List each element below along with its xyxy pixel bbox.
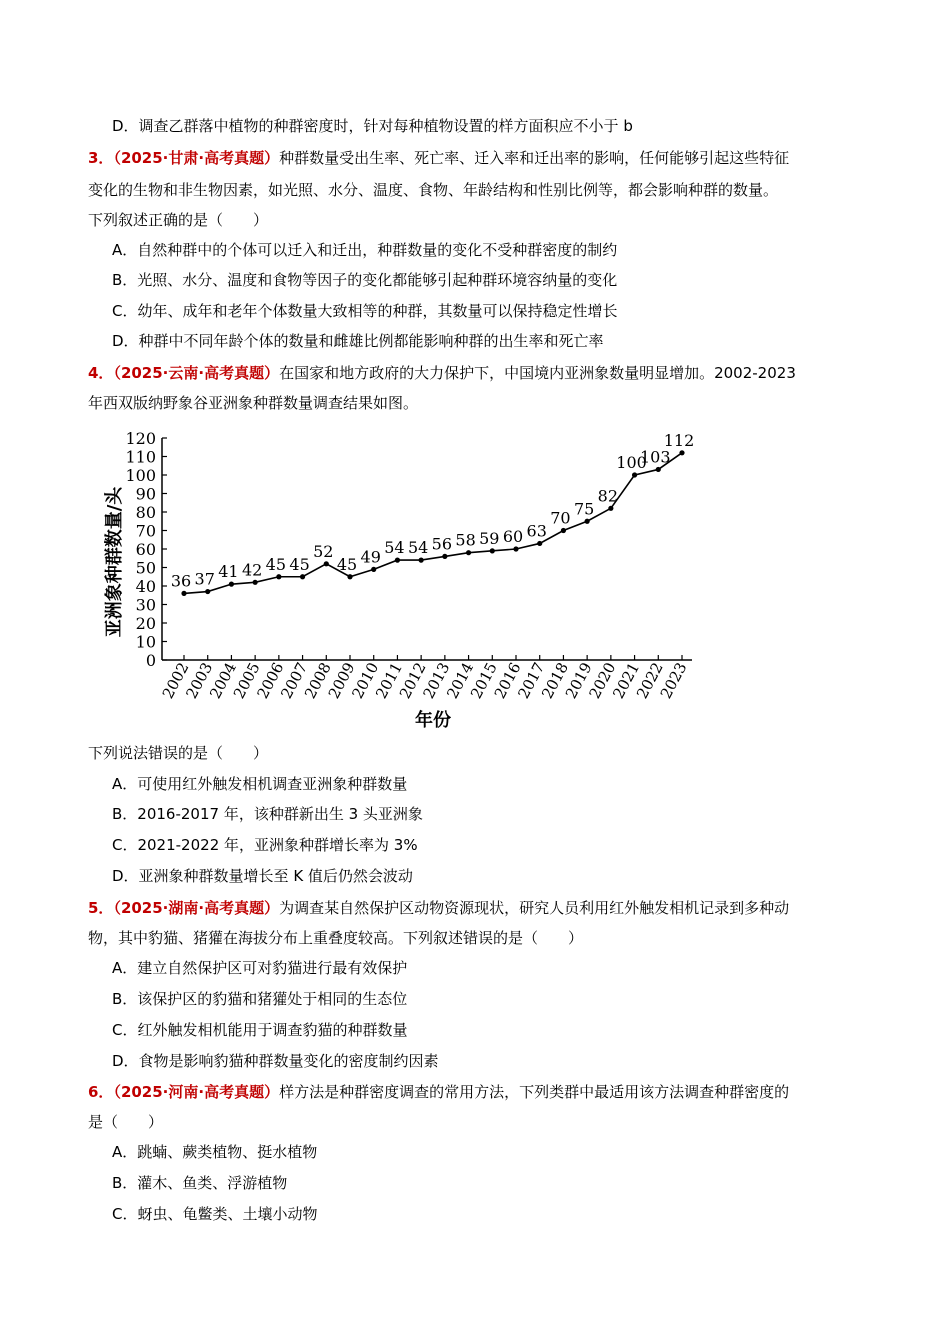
- q3-option-a: A．自然种群中的个体可以迁入和迁出，种群数量的变化不受种群密度的制约: [112, 241, 618, 259]
- data-label: 100: [616, 453, 647, 472]
- data-point: [442, 554, 447, 559]
- x-tick-label: 2012: [395, 659, 430, 702]
- q5-stem-line2: 物，其中豹猫、猪獾在海拔分布上重叠度较高。下列叙述错误的是（ ）: [88, 929, 584, 947]
- x-tick-label: 2006: [253, 659, 288, 702]
- q6-option-a: A．跳蝻、蕨类植物、挺水植物: [112, 1143, 318, 1161]
- y-tick-label: 20: [135, 614, 156, 633]
- x-tick-label: 2023: [656, 659, 691, 702]
- data-point: [656, 467, 661, 472]
- data-label: 52: [313, 541, 334, 561]
- x-tick-label: 2005: [229, 659, 264, 702]
- y-tick-label: 30: [135, 595, 156, 615]
- data-point: [253, 580, 258, 585]
- data-label: 112: [663, 430, 695, 450]
- x-tick-label: 2022: [632, 659, 667, 702]
- data-label: 70: [550, 508, 571, 528]
- q6-source-tag: （2025·河南·高考真题）: [113, 1083, 280, 1101]
- data-point: [537, 541, 542, 546]
- data-label: 63: [526, 521, 547, 541]
- x-tick-label: 2011: [372, 659, 406, 702]
- x-tick-label: 2008: [300, 659, 335, 702]
- data-label: 60: [502, 527, 524, 546]
- data-label: 37: [194, 569, 215, 589]
- data-point: [561, 528, 566, 533]
- q3-stem-text: 种群数量受出生率、死亡率、迁入率和迁出率的影响，任何能够引起这些特征: [279, 149, 790, 167]
- q3-source-tag: （2025·甘肃·高考真题）: [113, 149, 280, 167]
- q4-number: 4．: [88, 364, 114, 382]
- y-tick-label: 60: [135, 540, 156, 559]
- x-axis-label: 年份: [415, 710, 451, 731]
- data-label: 54: [407, 538, 429, 558]
- q6-stem-line1: [88, 1082, 789, 1102]
- q4-option-d: D．亚洲象种群数量增长至 K 值后仍然会波动: [112, 867, 413, 885]
- x-tick-label: 2009: [324, 659, 359, 702]
- data-point: [608, 506, 613, 511]
- q6-number: 6．: [88, 1083, 114, 1101]
- data-point: [513, 546, 518, 551]
- y-tick-labels: [125, 429, 167, 670]
- q4-stem-line3: 下列说法错误的是（ ）: [88, 744, 269, 762]
- x-tick-label: 2021: [609, 659, 644, 702]
- q5-stem-line1: [88, 898, 789, 918]
- q5-stem-text: 为调查某自然保护区动物资源现状，研究人员利用红外触发相机记录到多种动: [279, 899, 790, 917]
- data-label: 54: [384, 538, 405, 558]
- q3-number: 3．: [88, 149, 114, 167]
- y-axis-label: 亚洲象种群数量/头: [104, 486, 125, 638]
- data-point: [229, 582, 234, 587]
- q4-option-a: A．可使用红外触发相机调查亚洲象种群数量: [112, 775, 408, 793]
- data-point: [395, 558, 400, 563]
- data-label: 82: [597, 486, 619, 506]
- x-tick-label: 2007: [277, 659, 312, 702]
- y-tick-label: 80: [135, 503, 156, 522]
- x-tick-label: 2004: [206, 659, 240, 702]
- data-point: [490, 548, 495, 553]
- y-tick-label: 10: [135, 632, 156, 652]
- q6-option-b: B．灌木、鱼类、浮游植物: [112, 1174, 288, 1192]
- x-tick-label: 2017: [514, 659, 549, 702]
- data-point: [205, 589, 210, 594]
- data-label: 42: [241, 560, 263, 580]
- x-tick-label: 2015: [466, 659, 501, 702]
- y-tick-label: 70: [135, 521, 156, 541]
- data-point: [466, 550, 471, 555]
- population-line-chart: [90, 420, 720, 735]
- data-label: 56: [431, 534, 453, 554]
- y-tick-label: 110: [125, 447, 156, 467]
- data-point: [347, 574, 352, 579]
- data-labels: [171, 431, 694, 591]
- y-tick-label: 120: [125, 429, 156, 448]
- q4-source-tag: （2025·云南·高考真题）: [113, 364, 280, 382]
- q5-option-b: B．该保护区的豹猫和猪獾处于相同的生态位: [112, 990, 408, 1008]
- x-tick-labels: [159, 655, 691, 702]
- data-point: [276, 574, 281, 579]
- q3-option-d: D．种群中不同年龄个体的数量和雌雄比例都能影响种群的出生率和死亡率: [112, 332, 604, 350]
- q5-option-a: A．建立自然保护区可对豹猫进行最有效保护: [112, 959, 408, 977]
- data-label: 41: [218, 562, 239, 582]
- x-tick-label: 2003: [182, 659, 217, 702]
- data-label: 103: [640, 447, 671, 467]
- data-point: [419, 558, 424, 563]
- data-point: [300, 574, 305, 579]
- data-point: [371, 567, 376, 572]
- q6-stem-line2: 是（ ）: [88, 1113, 164, 1131]
- data-label: 49: [360, 547, 381, 567]
- data-point: [632, 472, 637, 477]
- x-tick-label: 2020: [585, 659, 620, 702]
- q4-stem-line2: 年西双版纳野象谷亚洲象种群数量调查结果如图。: [88, 394, 419, 412]
- data-label: 45: [289, 554, 310, 574]
- data-label: 45: [336, 554, 358, 574]
- data-label: 75: [573, 499, 595, 519]
- y-tick-label: 0: [145, 651, 156, 670]
- data-point: [679, 450, 684, 455]
- data-point: [181, 591, 186, 596]
- y-tick-label: 50: [135, 558, 156, 578]
- y-tick-label: 100: [125, 466, 156, 485]
- q6-option-c: C．蚜虫、龟鳖类、土壤小动物: [112, 1205, 318, 1223]
- x-tick-label: 2014: [443, 659, 478, 702]
- x-tick-label: 2016: [490, 659, 525, 702]
- y-tick-label: 40: [135, 577, 156, 596]
- q3-option-b: B．光照、水分、温度和食物等因子的变化都能够引起种群环境容纳量的变化: [112, 271, 618, 289]
- q4-stem-line1: [88, 363, 796, 383]
- data-point: [324, 561, 329, 566]
- q4-option-c: C．2021-2022 年，亚洲象种群增长率为 3%: [112, 836, 418, 854]
- x-tick-label: 2002: [158, 659, 193, 702]
- q3-stem-line2: 变化的生物和非生物因素，如光照、水分、温度、食物、年龄结构和性别比例等，都会影响种群的数量。: [88, 181, 779, 199]
- q5-option-d: D．食物是影响豹猫种群数量变化的密度制约因素: [112, 1052, 439, 1070]
- data-label: 45: [265, 554, 287, 574]
- q5-option-c: C．红外触发相机能用于调查豹猫的种群数量: [112, 1021, 408, 1039]
- q3-option-c: C．幼年、成年和老年个体数量大致相等的种群，其数量可以保持稳定性增长: [112, 302, 618, 320]
- data-label: 58: [455, 530, 476, 550]
- x-tick-label: 2013: [419, 659, 454, 702]
- x-tick-label: 2018: [538, 659, 572, 702]
- q4-option-b: B．2016-2017 年，该种群新出生 3 头亚洲象: [112, 805, 423, 823]
- q3-stem-line1: [88, 148, 789, 168]
- q4-stem-text: 在国家和地方政府的大力保护下，中国境内亚洲象数量明显增加。2002-2023: [279, 364, 796, 382]
- data-label: 36: [170, 571, 192, 591]
- q5-source-tag: （2025·湖南·高考真题）: [113, 899, 280, 917]
- q2-option-d: D．调查乙群落中植物的种群密度时，针对每种植物设置的样方面积应不小于 b: [112, 117, 633, 135]
- x-tick-label: 2010: [348, 659, 383, 702]
- q5-number: 5．: [88, 899, 114, 917]
- q3-stem-line3: 下列叙述正确的是（ ）: [88, 211, 269, 229]
- y-tick-label: 90: [135, 484, 156, 504]
- q6-stem-text: 样方法是种群密度调查的常用方法，下列类群中最适用该方法调查种群密度的: [279, 1083, 790, 1101]
- data-label: 59: [479, 528, 500, 548]
- data-point: [585, 519, 590, 524]
- x-tick-label: 2019: [561, 659, 596, 702]
